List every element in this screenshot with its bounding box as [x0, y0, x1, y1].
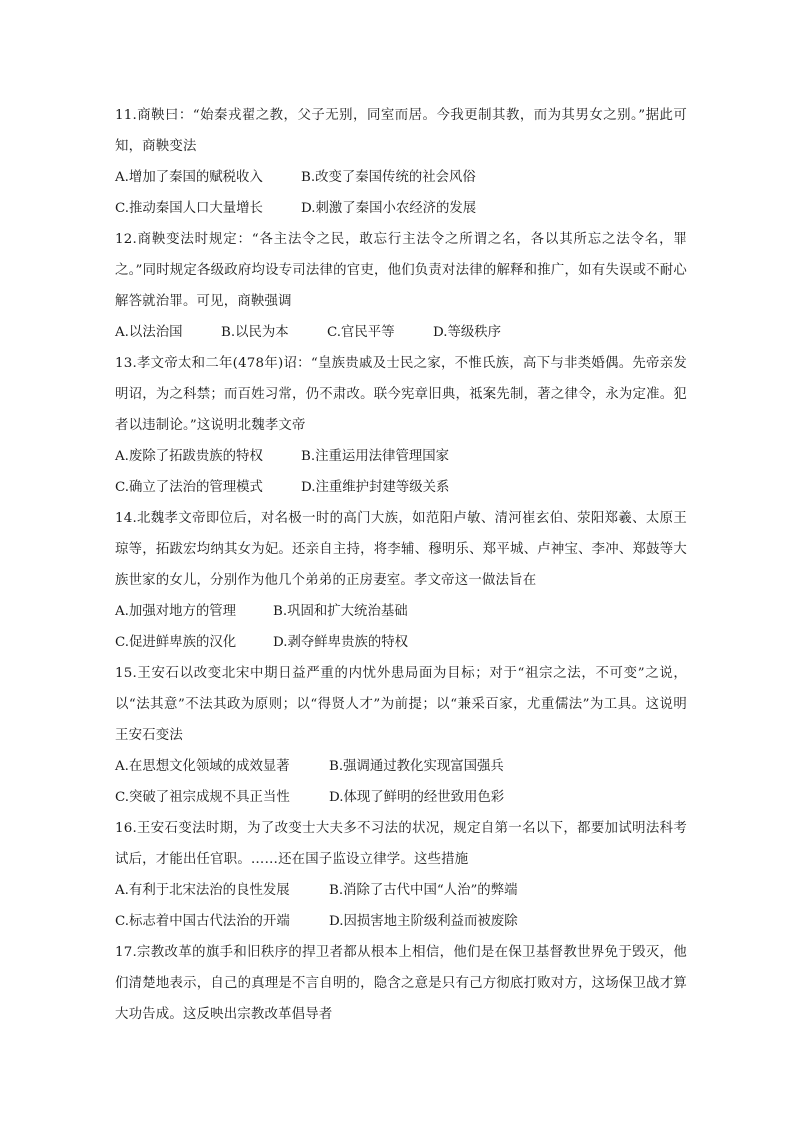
question-14	[115, 503, 687, 658]
option-c: C.推动秦国人口大量增长	[115, 201, 263, 216]
options-row	[115, 317, 687, 348]
question-stem: 17.宗教改革的旗手和旧秩序的捍卫者都从根本上相信，他们是在保卫基督教世界免于毁灭，他们清楚地表示，自己的真理是不言自明的，隐含之意是只有己方彻底打败对方，这场保卫战才算大功告成。这反映出宗教改革倡导者	[115, 945, 687, 1022]
option-c: C.官民平等	[327, 325, 395, 340]
question-17	[115, 937, 687, 1030]
option-c: C.突破了祖宗成规不具正当性	[115, 790, 290, 805]
question-stem: 11.商鞅曰：“始秦戎翟之教，父子无别，同室而居。今我更制其教，而为其男女之别。”据此可知，商鞅变法	[115, 108, 687, 154]
option-b: B.注重运用法律管理国家	[301, 449, 450, 464]
options-row	[115, 751, 687, 782]
question-13	[115, 348, 687, 503]
option-b: B.改变了秦国传统的社会风俗	[301, 170, 476, 185]
option-a: A.在思想文化领域的成效显著	[115, 759, 290, 774]
question-stem: 16.王安石变法时期，为了改变士大夫多不习法的状况，规定自第一名以下，都要加试明法科考试后，才能出任官职。……还在国子监设立律学。这些措施	[115, 821, 687, 867]
option-d: D.因损害地主阶级利益而被废除	[329, 914, 518, 929]
options-row	[115, 875, 687, 906]
option-a: A.废除了拓跋贵族的特权	[115, 449, 263, 464]
question-16	[115, 813, 687, 937]
question-15	[115, 658, 687, 813]
option-b: B.消除了古代中国“人治”的弊端	[329, 883, 518, 898]
option-a: A.以法治国	[115, 325, 183, 340]
option-b: B.以民为本	[221, 325, 289, 340]
options-row	[115, 193, 687, 224]
question-stem: 15.王安石以改变北宋中期日益严重的内忧外患局面为目标；对于“祖宗之法，不可变”之说，以“法其意”不法其政为原则；以“得贤人才”为前提；以“兼采百家，尤重儒法”为工具。这说明王安石变法	[115, 666, 687, 743]
options-row	[115, 906, 687, 937]
options-row	[115, 472, 687, 503]
options-row	[115, 782, 687, 813]
option-d: D.等级秩序	[433, 325, 502, 340]
exam-page	[115, 100, 687, 1030]
options-row	[115, 441, 687, 472]
option-c: C.标志着中国古代法治的开端	[115, 914, 290, 929]
option-d: D.注重维护封建等级关系	[301, 480, 450, 495]
option-a: A.加强对地方的管理	[115, 604, 237, 619]
option-c: C.确立了法治的管理模式	[115, 480, 263, 495]
option-d: D.体现了鲜明的经世致用色彩	[329, 790, 505, 805]
options-row	[115, 627, 687, 658]
option-a: A.有利于北宋法治的良性发展	[115, 883, 290, 898]
option-a: A.增加了秦国的赋税收入	[115, 170, 263, 185]
option-b: B.巩固和扩大统治基础	[273, 604, 408, 619]
question-stem: 14.北魏孝文帝即位后，对名极一时的高门大族，如范阳卢敏、清河崔玄伯、荥阳郑羲、太原王琼等，拓跋宏均纳其女为妃。还亲自主持，将李辅、穆明乐、郑平城、卢神宝、李冲、郑鼓等大族世家的女儿，分别作为他几个弟弟的正房妻室。孝文帝这一做法旨在	[115, 511, 687, 588]
option-d: D.剥夺鲜卑贵族的特权	[273, 635, 409, 650]
options-row	[115, 596, 687, 627]
option-c: C.促进鲜卑族的汉化	[115, 635, 237, 650]
options-row	[115, 162, 687, 193]
question-11	[115, 100, 687, 224]
option-b: B.强调通过教化实现富国强兵	[329, 759, 504, 774]
question-12	[115, 224, 687, 348]
question-stem: 13.孝文帝太和二年(478年)诏：“皇族贵戚及士民之家，不惟氏族，高下与非类婚偶。先帝亲发明诏，为之科禁；而百姓习常，仍不肃改。联今宪章旧典，祗案先制，著之律令，永为定准。犯者以违制论。”这说明北魏孝文帝	[115, 356, 687, 433]
question-stem: 12.商鞅变法时规定：“各主法令之民，敢忘行主法令之所谓之名，各以其所忘之法令名，罪之。”同时规定各级政府均设专司法律的官吏，他们负责对法律的解释和推广，如有失误或不耐心解答就治罪。可见，商鞅强调	[115, 232, 687, 309]
option-d: D.刺激了秦国小农经济的发展	[301, 201, 477, 216]
